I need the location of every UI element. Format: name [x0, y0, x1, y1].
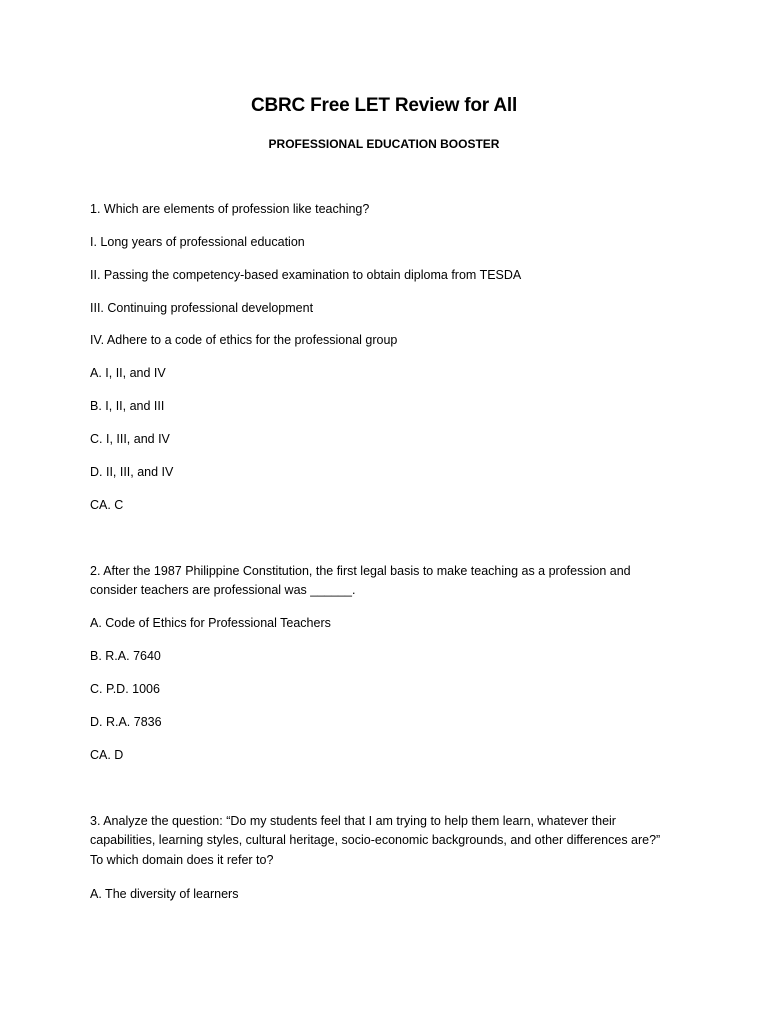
- question-3-text-line-3: To which domain does it refer to?: [90, 853, 274, 867]
- question-3-text-line-2: capabilities, learning styles, cultural heritage, socio-economic backgrounds, and other differences are?”: [90, 833, 661, 847]
- question-1-answer: CA. C: [90, 498, 124, 512]
- question-1-choice-a: A. I, II, and IV: [90, 366, 166, 380]
- question-2-choice-a: A. Code of Ethics for Professional Teachers: [90, 616, 331, 630]
- question-2-choice-c: C. P.D. 1006: [90, 682, 160, 696]
- question-2-answer: CA. D: [90, 748, 124, 762]
- question-1-statement-4: IV. Adhere to a code of ethics for the professional group: [90, 333, 398, 347]
- document-title: CBRC Free LET Review for All: [250, 95, 518, 116]
- question-1-statement-2: II. Passing the competency-based examination to obtain diploma from TESDA: [90, 268, 522, 282]
- document-subtitle: PROFESSIONAL EDUCATION BOOSTER: [268, 137, 500, 151]
- question-1-statement-3: III. Continuing professional development: [90, 301, 314, 315]
- question-2-text-line-1: 2. After the 1987 Philippine Constitution, the first legal basis to make teaching as a profession and: [90, 564, 631, 578]
- question-1-choice-c: C. I, III, and IV: [90, 432, 170, 446]
- question-2-choice-b: B. R.A. 7640: [90, 649, 161, 663]
- question-3-text-line-1: 3. Analyze the question: “Do my students feel that I am trying to help them learn, whatever their: [90, 814, 616, 828]
- question-1-choice-b: B. I, II, and III: [90, 399, 165, 413]
- question-2-text-line-2: consider teachers are professional was ______.: [90, 583, 356, 597]
- question-2-choice-d: D. R.A. 7836: [90, 715, 162, 729]
- question-1-choice-d: D. II, III, and IV: [90, 465, 174, 479]
- question-1-text: 1. Which are elements of profession like teaching?: [90, 202, 370, 216]
- question-1-statement-1: I. Long years of professional education: [90, 235, 305, 249]
- question-3-choice-a: A. The diversity of learners: [90, 887, 239, 901]
